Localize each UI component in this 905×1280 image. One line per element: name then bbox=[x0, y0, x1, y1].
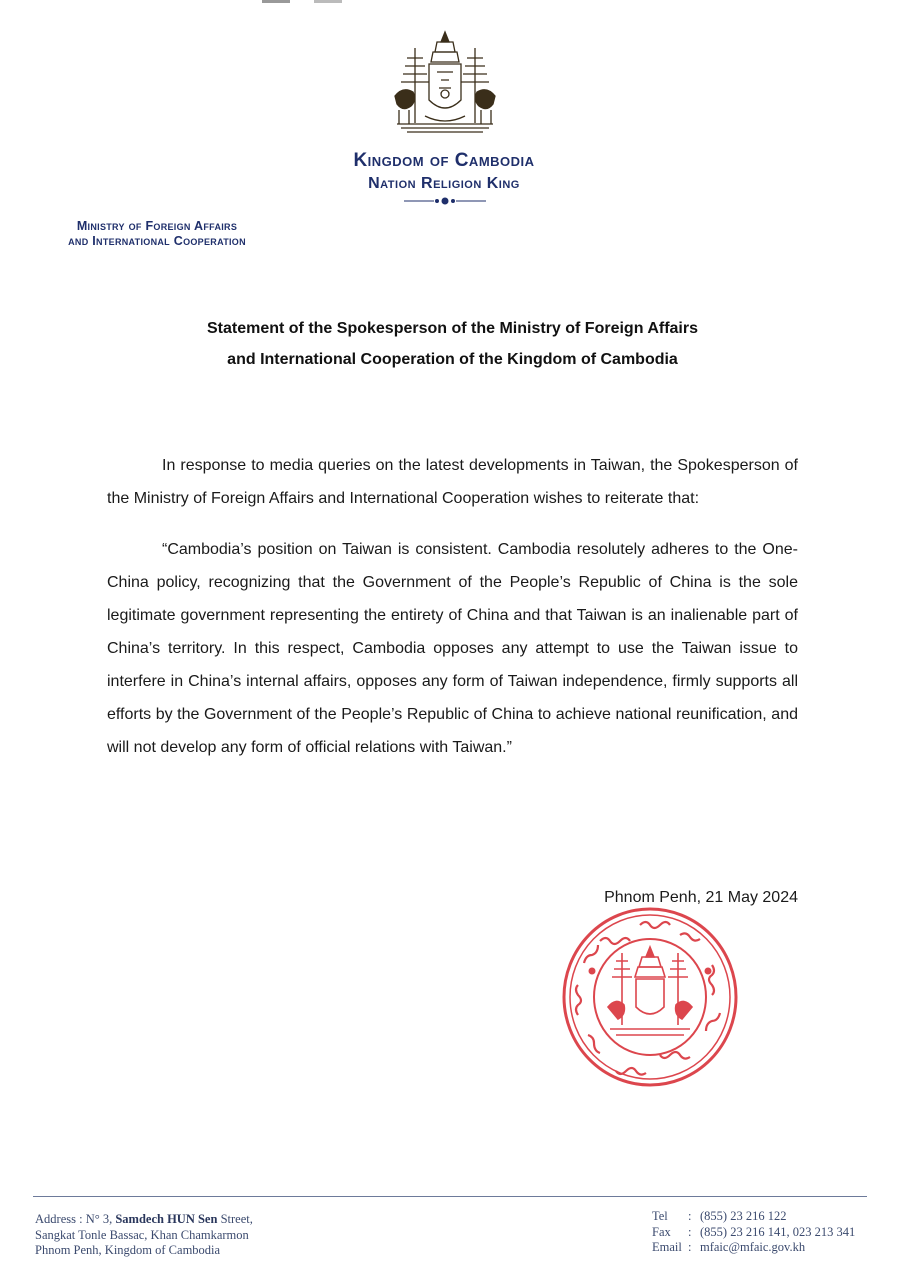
address-line-2: Sangkat Tonle Bassac, Khan Chamkarmon bbox=[35, 1227, 249, 1242]
fax-value: (855) 23 216 141, 023 213 341 bbox=[700, 1224, 856, 1239]
address-line-3: Phnom Penh, Kingdom of Cambodia bbox=[35, 1243, 221, 1257]
address-street-name: Samdech HUN Sen bbox=[115, 1212, 218, 1226]
ministry-seal-icon bbox=[560, 905, 740, 1090]
kingdom-heading bbox=[244, 150, 644, 195]
tel-label: Tel bbox=[652, 1209, 668, 1223]
tel-value: (855) 23 216 122 bbox=[700, 1209, 787, 1223]
title-line-2: and International Cooperation of the Kingdom of Cambodia bbox=[227, 351, 678, 368]
statement-title bbox=[150, 313, 755, 375]
footer-divider bbox=[33, 1196, 867, 1197]
national-motto: Nation Religion King bbox=[368, 175, 520, 192]
kingdom-name: Kingdom of Cambodia bbox=[353, 150, 535, 171]
ministry-line-2: and International Cooperation bbox=[68, 234, 246, 248]
scan-mark bbox=[262, 0, 342, 3]
ornament-divider-icon bbox=[404, 197, 486, 205]
title-line-1: Statement of the Spokesperson of the Ministry of Foreign Affairs bbox=[206, 320, 698, 337]
place-and-date: Phnom Penh, 21 May 2024 bbox=[604, 889, 798, 906]
statement-body bbox=[107, 449, 798, 764]
footer-address bbox=[35, 1212, 253, 1259]
ministry-name bbox=[22, 219, 292, 249]
fax-label: Fax bbox=[652, 1224, 671, 1239]
address-street-suffix: Street, bbox=[217, 1212, 253, 1226]
ministry-line-1: Ministry of Foreign Affairs bbox=[76, 219, 238, 233]
email-label: Email bbox=[652, 1240, 682, 1254]
royal-coat-of-arms-icon bbox=[385, 28, 505, 140]
email-value[interactable]: mfaic@mfaic.gov.kh bbox=[700, 1240, 806, 1254]
footer-contact: Tel : (855) 23 216 122 Fax : (855) 23 216 141, 023 213 341 Email : mfaic@mfaic.gov.kh bbox=[652, 1209, 856, 1254]
paragraph-intro: In response to media queries on the latest developments in Taiwan, the Spokesperson of the Ministry of Foreign Affairs and International Cooperation wishes to reiterate that: bbox=[107, 457, 798, 507]
paragraph-quote: “Cambodia’s position on Taiwan is consistent. Cambodia resolutely adheres to the One-China policy, recognizing that the Government of the People’s Republic of China is the sole legitimate government representing the entirety of China and that Taiwan is an inalienable part of China’s territory. In this respect, Cambodia opposes any attempt to use the Taiwan issue to interfere in China’s internal affairs, opposes any form of Taiwan independence, firmly supports all efforts by the Government of the People’s Republic of China to achieve national reunification, and will not develop any form of official relations with Taiwan.” bbox=[107, 541, 798, 756]
address-label: Address : N° 3, bbox=[35, 1212, 116, 1226]
